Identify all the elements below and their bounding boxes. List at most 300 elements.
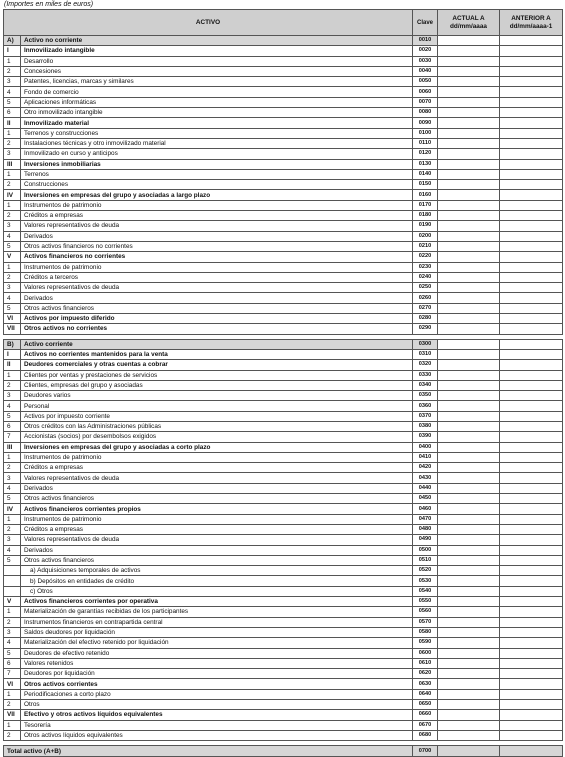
row-code: 0600 bbox=[413, 648, 438, 658]
row-anterior-cell[interactable] bbox=[500, 46, 563, 56]
row-anterior-cell[interactable] bbox=[500, 679, 563, 689]
row-anterior-cell[interactable] bbox=[500, 241, 563, 251]
row-actual-cell[interactable] bbox=[438, 401, 500, 411]
row-code: 0300 bbox=[413, 339, 438, 349]
row-number: I bbox=[4, 349, 21, 359]
total-actual-cell[interactable] bbox=[438, 746, 500, 757]
row-label: Activos no corrientes mantenidos para la venta bbox=[21, 349, 413, 359]
row-label: Deudores de efectivo retenido bbox=[21, 648, 413, 658]
row-anterior-cell[interactable] bbox=[500, 555, 563, 565]
row-anterior-cell[interactable] bbox=[500, 211, 563, 221]
row-code: 0190 bbox=[413, 221, 438, 231]
row-code: 0270 bbox=[413, 303, 438, 313]
row-anterior-cell[interactable] bbox=[500, 421, 563, 431]
row-anterior-cell[interactable] bbox=[500, 77, 563, 87]
row-actual-cell[interactable] bbox=[438, 370, 500, 380]
row-number: 1 bbox=[4, 262, 21, 272]
row-label: Otros activos corrientes bbox=[21, 679, 413, 689]
row-actual-cell[interactable] bbox=[438, 303, 500, 313]
table-row bbox=[4, 555, 563, 565]
row-code: 0230 bbox=[413, 262, 438, 272]
row-anterior-cell[interactable] bbox=[500, 432, 563, 442]
row-label: Valores representativos de deuda bbox=[21, 221, 413, 231]
table-row bbox=[4, 452, 563, 462]
row-code: 0030 bbox=[413, 56, 438, 66]
row-actual-cell[interactable] bbox=[438, 524, 500, 534]
row-actual-cell[interactable] bbox=[438, 710, 500, 720]
row-number: 2 bbox=[4, 211, 21, 221]
table-row bbox=[4, 710, 563, 720]
row-code: 0120 bbox=[413, 149, 438, 159]
row-code: 0290 bbox=[413, 324, 438, 334]
row-actual-cell[interactable] bbox=[438, 545, 500, 555]
row-anterior-cell[interactable] bbox=[500, 272, 563, 282]
table-row bbox=[4, 200, 563, 210]
row-anterior-cell[interactable] bbox=[500, 710, 563, 720]
row-number: 2 bbox=[4, 138, 21, 148]
row-anterior-cell[interactable] bbox=[500, 391, 563, 401]
row-actual-cell[interactable] bbox=[438, 617, 500, 627]
row-code: 0020 bbox=[413, 46, 438, 56]
row-label: Valores representativos de deuda bbox=[21, 535, 413, 545]
row-label: Derivados bbox=[21, 483, 413, 493]
row-code: 0580 bbox=[413, 627, 438, 637]
row-actual-cell[interactable] bbox=[438, 252, 500, 262]
table-row bbox=[4, 566, 563, 576]
row-number: 5 bbox=[4, 303, 21, 313]
row-label: c) Otros bbox=[21, 586, 413, 596]
row-actual-cell[interactable] bbox=[438, 283, 500, 293]
row-number: 1 bbox=[4, 56, 21, 66]
row-anterior-cell[interactable] bbox=[500, 411, 563, 421]
row-anterior-cell[interactable] bbox=[500, 535, 563, 545]
table-row bbox=[4, 524, 563, 534]
row-anterior-cell[interactable] bbox=[500, 97, 563, 107]
row-anterior-cell[interactable] bbox=[500, 221, 563, 231]
row-number: VII bbox=[4, 710, 21, 720]
row-label: Deudores varios bbox=[21, 391, 413, 401]
row-anterior-cell[interactable] bbox=[500, 36, 563, 46]
row-label: b) Depósitos en entidades de crédito bbox=[21, 576, 413, 586]
row-actual-cell[interactable] bbox=[438, 720, 500, 730]
row-actual-cell[interactable] bbox=[438, 473, 500, 483]
row-anterior-cell[interactable] bbox=[500, 138, 563, 148]
row-number: 2 bbox=[4, 617, 21, 627]
row-anterior-cell[interactable] bbox=[500, 293, 563, 303]
row-code: 0620 bbox=[413, 669, 438, 679]
row-actual-cell[interactable] bbox=[438, 360, 500, 370]
row-code: 0450 bbox=[413, 494, 438, 504]
row-actual-cell[interactable] bbox=[438, 262, 500, 272]
table-row bbox=[4, 648, 563, 658]
row-actual-cell[interactable] bbox=[438, 128, 500, 138]
row-anterior-cell[interactable] bbox=[500, 283, 563, 293]
row-label: Efectivo y otros activos líquidos equivalentes bbox=[21, 710, 413, 720]
row-code: 0460 bbox=[413, 504, 438, 514]
row-actual-cell[interactable] bbox=[438, 169, 500, 179]
row-code: 0280 bbox=[413, 314, 438, 324]
row-anterior-cell[interactable] bbox=[500, 473, 563, 483]
section-a-rows bbox=[4, 36, 563, 335]
row-anterior-cell[interactable] bbox=[500, 159, 563, 169]
row-actual-cell[interactable] bbox=[438, 689, 500, 699]
row-anterior-cell[interactable] bbox=[500, 169, 563, 179]
row-label: Aplicaciones informáticas bbox=[21, 97, 413, 107]
row-actual-cell[interactable] bbox=[438, 339, 500, 349]
row-number: 2 bbox=[4, 272, 21, 282]
row-anterior-cell[interactable] bbox=[500, 87, 563, 97]
row-actual-cell[interactable] bbox=[438, 118, 500, 128]
row-actual-cell[interactable] bbox=[438, 566, 500, 576]
row-code: 0380 bbox=[413, 421, 438, 431]
row-label: Terrenos y construcciones bbox=[21, 128, 413, 138]
row-actual-cell[interactable] bbox=[438, 200, 500, 210]
row-number: 2 bbox=[4, 66, 21, 76]
row-actual-cell[interactable] bbox=[438, 514, 500, 524]
total-row bbox=[4, 746, 563, 757]
table-row bbox=[4, 128, 563, 138]
row-number: A) bbox=[4, 36, 21, 46]
row-label: Derivados bbox=[21, 545, 413, 555]
row-anterior-cell[interactable] bbox=[500, 370, 563, 380]
row-anterior-cell[interactable] bbox=[500, 524, 563, 534]
row-anterior-cell[interactable] bbox=[500, 66, 563, 76]
row-actual-cell[interactable] bbox=[438, 555, 500, 565]
row-anterior-cell[interactable] bbox=[500, 658, 563, 668]
header-anterior-line1: ANTERIOR A bbox=[511, 14, 551, 22]
table-row bbox=[4, 211, 563, 221]
row-code: 0660 bbox=[413, 710, 438, 720]
total-code: 0700 bbox=[413, 746, 438, 757]
row-actual-cell[interactable] bbox=[438, 586, 500, 596]
table-row bbox=[4, 283, 563, 293]
table-row bbox=[4, 252, 563, 262]
row-actual-cell[interactable] bbox=[438, 138, 500, 148]
row-anterior-cell[interactable] bbox=[500, 586, 563, 596]
row-actual-cell[interactable] bbox=[438, 46, 500, 56]
row-actual-cell[interactable] bbox=[438, 421, 500, 431]
table-row bbox=[4, 303, 563, 313]
row-label: Materialización de garantías recibidas de los participantes bbox=[21, 607, 413, 617]
row-actual-cell[interactable] bbox=[438, 576, 500, 586]
row-anterior-cell[interactable] bbox=[500, 360, 563, 370]
row-actual-cell[interactable] bbox=[438, 391, 500, 401]
table-row bbox=[4, 262, 563, 272]
row-code: 0100 bbox=[413, 128, 438, 138]
row-label: Activos financieros corrientes propios bbox=[21, 504, 413, 514]
row-number: 5 bbox=[4, 97, 21, 107]
row-number: 3 bbox=[4, 391, 21, 401]
table-row bbox=[4, 349, 563, 359]
row-actual-cell[interactable] bbox=[438, 504, 500, 514]
balance-sheet-table bbox=[3, 9, 563, 757]
row-anterior-cell[interactable] bbox=[500, 56, 563, 66]
table-row bbox=[4, 314, 563, 324]
table-row bbox=[4, 360, 563, 370]
row-anterior-cell[interactable] bbox=[500, 545, 563, 555]
row-anterior-cell[interactable] bbox=[500, 566, 563, 576]
row-actual-cell[interactable] bbox=[438, 108, 500, 118]
row-anterior-cell[interactable] bbox=[500, 648, 563, 658]
row-number: VI bbox=[4, 679, 21, 689]
row-code: 0640 bbox=[413, 689, 438, 699]
row-anterior-cell[interactable] bbox=[500, 190, 563, 200]
row-code: 0470 bbox=[413, 514, 438, 524]
row-anterior-cell[interactable] bbox=[500, 597, 563, 607]
row-anterior-cell[interactable] bbox=[500, 514, 563, 524]
row-anterior-cell[interactable] bbox=[500, 339, 563, 349]
row-label: Clientes, empresas del grupo y asociadas bbox=[21, 380, 413, 390]
row-anterior-cell[interactable] bbox=[500, 638, 563, 648]
total-anterior-cell[interactable] bbox=[500, 746, 563, 757]
row-number: 2 bbox=[4, 180, 21, 190]
row-actual-cell[interactable] bbox=[438, 97, 500, 107]
row-anterior-cell[interactable] bbox=[500, 627, 563, 637]
table-row bbox=[4, 370, 563, 380]
row-code: 0440 bbox=[413, 483, 438, 493]
row-number: 1 bbox=[4, 128, 21, 138]
row-actual-cell[interactable] bbox=[438, 159, 500, 169]
row-label: Saldos deudores por liquidación bbox=[21, 627, 413, 637]
table-row bbox=[4, 159, 563, 169]
table-row bbox=[4, 293, 563, 303]
row-anterior-cell[interactable] bbox=[500, 442, 563, 452]
row-number: 3 bbox=[4, 149, 21, 159]
row-anterior-cell[interactable] bbox=[500, 689, 563, 699]
row-number: 5 bbox=[4, 494, 21, 504]
row-anterior-cell[interactable] bbox=[500, 252, 563, 262]
table-row bbox=[4, 586, 563, 596]
table-row bbox=[4, 56, 563, 66]
row-actual-cell[interactable] bbox=[438, 293, 500, 303]
row-code: 0520 bbox=[413, 566, 438, 576]
row-number: 6 bbox=[4, 421, 21, 431]
table-row bbox=[4, 442, 563, 452]
row-number: 2 bbox=[4, 700, 21, 710]
row-anterior-cell[interactable] bbox=[500, 108, 563, 118]
row-actual-cell[interactable] bbox=[438, 627, 500, 637]
row-label: a) Adquisiciones temporales de activos bbox=[21, 566, 413, 576]
row-label: Créditos a empresas bbox=[21, 211, 413, 221]
row-actual-cell[interactable] bbox=[438, 231, 500, 241]
row-number: V bbox=[4, 597, 21, 607]
row-actual-cell[interactable] bbox=[438, 442, 500, 452]
row-anterior-cell[interactable] bbox=[500, 303, 563, 313]
row-actual-cell[interactable] bbox=[438, 36, 500, 46]
row-actual-cell[interactable] bbox=[438, 180, 500, 190]
row-actual-cell[interactable] bbox=[438, 494, 500, 504]
row-label: Otro inmovilizado intangible bbox=[21, 108, 413, 118]
row-number: 3 bbox=[4, 627, 21, 637]
row-anterior-cell[interactable] bbox=[500, 607, 563, 617]
row-label: Personal bbox=[21, 401, 413, 411]
row-anterior-cell[interactable] bbox=[500, 494, 563, 504]
row-number: IV bbox=[4, 504, 21, 514]
row-anterior-cell[interactable] bbox=[500, 700, 563, 710]
row-actual-cell[interactable] bbox=[438, 648, 500, 658]
table-row bbox=[4, 272, 563, 282]
row-number bbox=[4, 586, 21, 596]
row-anterior-cell[interactable] bbox=[500, 504, 563, 514]
row-code: 0170 bbox=[413, 200, 438, 210]
row-anterior-cell[interactable] bbox=[500, 349, 563, 359]
row-actual-cell[interactable] bbox=[438, 66, 500, 76]
row-label: Inversiones en empresas del grupo y asociadas a corto plazo bbox=[21, 442, 413, 452]
row-number: 5 bbox=[4, 555, 21, 565]
row-actual-cell[interactable] bbox=[438, 463, 500, 473]
row-number: 4 bbox=[4, 483, 21, 493]
row-code: 0500 bbox=[413, 545, 438, 555]
row-actual-cell[interactable] bbox=[438, 380, 500, 390]
row-number: I bbox=[4, 46, 21, 56]
row-code: 0650 bbox=[413, 700, 438, 710]
row-actual-cell[interactable] bbox=[438, 638, 500, 648]
row-code: 0320 bbox=[413, 360, 438, 370]
row-number: III bbox=[4, 159, 21, 169]
header-activo: ACTIVO bbox=[4, 10, 413, 36]
row-actual-cell[interactable] bbox=[438, 272, 500, 282]
row-number: 2 bbox=[4, 380, 21, 390]
row-number: 4 bbox=[4, 293, 21, 303]
row-code: 0610 bbox=[413, 658, 438, 668]
row-anterior-cell[interactable] bbox=[500, 483, 563, 493]
table-row bbox=[4, 380, 563, 390]
table-row bbox=[4, 138, 563, 148]
row-code: 0050 bbox=[413, 77, 438, 87]
row-actual-cell[interactable] bbox=[438, 483, 500, 493]
row-actual-cell[interactable] bbox=[438, 221, 500, 231]
row-actual-cell[interactable] bbox=[438, 149, 500, 159]
table-row bbox=[4, 46, 563, 56]
row-anterior-cell[interactable] bbox=[500, 200, 563, 210]
row-anterior-cell[interactable] bbox=[500, 380, 563, 390]
row-number: 4 bbox=[4, 638, 21, 648]
row-label: Otros activos no corrientes bbox=[21, 324, 413, 334]
row-actual-cell[interactable] bbox=[438, 314, 500, 324]
row-actual-cell[interactable] bbox=[438, 730, 500, 740]
table-row bbox=[4, 87, 563, 97]
row-anterior-cell[interactable] bbox=[500, 180, 563, 190]
row-anterior-cell[interactable] bbox=[500, 118, 563, 128]
table-row bbox=[4, 421, 563, 431]
row-actual-cell[interactable] bbox=[438, 597, 500, 607]
row-code: 0250 bbox=[413, 283, 438, 293]
table-row bbox=[4, 108, 563, 118]
row-label: Activos por impuesto diferido bbox=[21, 314, 413, 324]
row-anterior-cell[interactable] bbox=[500, 149, 563, 159]
row-code: 0510 bbox=[413, 555, 438, 565]
row-anterior-cell[interactable] bbox=[500, 576, 563, 586]
row-actual-cell[interactable] bbox=[438, 700, 500, 710]
section-b-rows bbox=[4, 339, 563, 741]
row-number: II bbox=[4, 118, 21, 128]
row-code: 0130 bbox=[413, 159, 438, 169]
row-label: Clientes por ventas y prestaciones de servicios bbox=[21, 370, 413, 380]
row-label: Inmovilizado en curso y anticipos bbox=[21, 149, 413, 159]
row-label: Valores retenidos bbox=[21, 658, 413, 668]
row-actual-cell[interactable] bbox=[438, 679, 500, 689]
row-label: Activos financieros corrientes por operativa bbox=[21, 597, 413, 607]
row-code: 0340 bbox=[413, 380, 438, 390]
table-row bbox=[4, 700, 563, 710]
row-number: 1 bbox=[4, 200, 21, 210]
row-anterior-cell[interactable] bbox=[500, 452, 563, 462]
row-number bbox=[4, 566, 21, 576]
row-anterior-cell[interactable] bbox=[500, 730, 563, 740]
row-number: 5 bbox=[4, 648, 21, 658]
row-actual-cell[interactable] bbox=[438, 452, 500, 462]
row-anterior-cell[interactable] bbox=[500, 324, 563, 334]
row-label: Periodificaciones a corto plazo bbox=[21, 689, 413, 699]
row-label: Activo corriente bbox=[21, 339, 413, 349]
row-anterior-cell[interactable] bbox=[500, 669, 563, 679]
row-number: 7 bbox=[4, 432, 21, 442]
row-anterior-cell[interactable] bbox=[500, 401, 563, 411]
row-number: 1 bbox=[4, 370, 21, 380]
row-number: II bbox=[4, 360, 21, 370]
row-actual-cell[interactable] bbox=[438, 411, 500, 421]
header-anterior-line2: dd/mm/aaaa-1 bbox=[509, 22, 553, 30]
row-label: Fondo de comercio bbox=[21, 87, 413, 97]
row-anterior-cell[interactable] bbox=[500, 463, 563, 473]
row-number: 3 bbox=[4, 221, 21, 231]
row-actual-cell[interactable] bbox=[438, 669, 500, 679]
row-code: 0070 bbox=[413, 97, 438, 107]
header-actual bbox=[438, 10, 500, 36]
row-label: Créditos a terceros bbox=[21, 272, 413, 282]
amounts-note: (Importes en miles de euros) bbox=[4, 1, 94, 8]
row-code: 0410 bbox=[413, 452, 438, 462]
row-actual-cell[interactable] bbox=[438, 535, 500, 545]
row-number: 1 bbox=[4, 720, 21, 730]
row-anterior-cell[interactable] bbox=[500, 617, 563, 627]
row-number: VII bbox=[4, 324, 21, 334]
row-label: Activos por impuesto corriente bbox=[21, 411, 413, 421]
table-row bbox=[4, 638, 563, 648]
table-row bbox=[4, 190, 563, 200]
row-number: 2 bbox=[4, 463, 21, 473]
row-actual-cell[interactable] bbox=[438, 56, 500, 66]
row-actual-cell[interactable] bbox=[438, 190, 500, 200]
row-label: Otros activos financieros bbox=[21, 494, 413, 504]
row-actual-cell[interactable] bbox=[438, 324, 500, 334]
row-anterior-cell[interactable] bbox=[500, 231, 563, 241]
table-row bbox=[4, 679, 563, 689]
row-label: Construcciones bbox=[21, 180, 413, 190]
row-number: 6 bbox=[4, 108, 21, 118]
row-actual-cell[interactable] bbox=[438, 349, 500, 359]
row-actual-cell[interactable] bbox=[438, 211, 500, 221]
row-actual-cell[interactable] bbox=[438, 658, 500, 668]
row-anterior-cell[interactable] bbox=[500, 128, 563, 138]
row-code: 0330 bbox=[413, 370, 438, 380]
row-actual-cell[interactable] bbox=[438, 87, 500, 97]
row-anterior-cell[interactable] bbox=[500, 314, 563, 324]
row-code: 0550 bbox=[413, 597, 438, 607]
row-actual-cell[interactable] bbox=[438, 432, 500, 442]
row-anterior-cell[interactable] bbox=[500, 720, 563, 730]
row-code: 0630 bbox=[413, 679, 438, 689]
row-anterior-cell[interactable] bbox=[500, 262, 563, 272]
row-label: Instrumentos financieros en contrapartida central bbox=[21, 617, 413, 627]
row-number: 6 bbox=[4, 658, 21, 668]
row-code: 0060 bbox=[413, 87, 438, 97]
row-label: Derivados bbox=[21, 231, 413, 241]
header-actual-line1: ACTUAL A bbox=[452, 14, 485, 22]
row-actual-cell[interactable] bbox=[438, 607, 500, 617]
row-actual-cell[interactable] bbox=[438, 77, 500, 87]
row-actual-cell[interactable] bbox=[438, 241, 500, 251]
